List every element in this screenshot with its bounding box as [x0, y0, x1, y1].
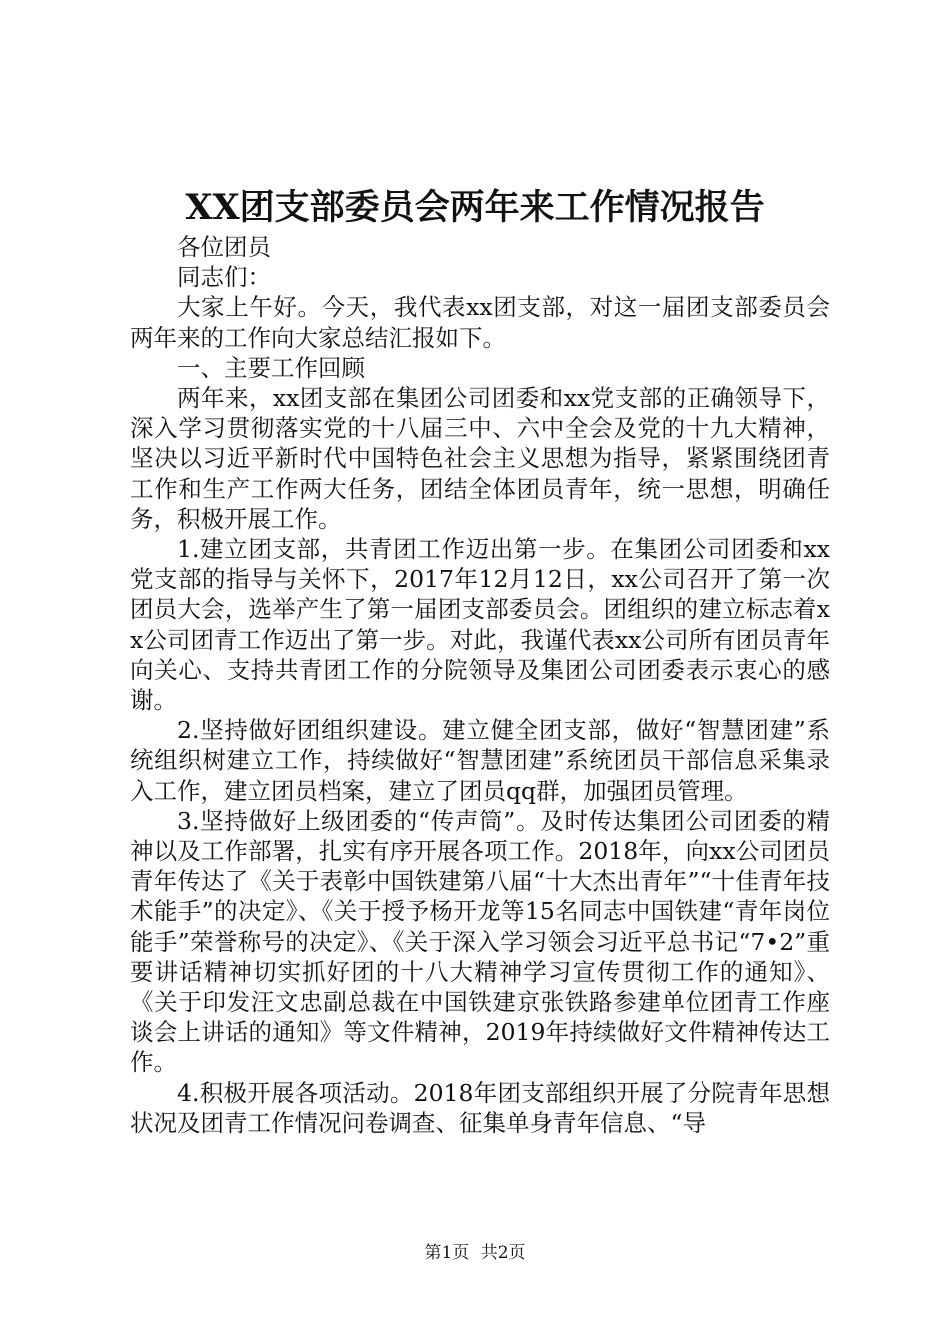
page-footer	[0, 1241, 950, 1265]
document-title: XX团支部委员会两年来工作情况报告	[185, 187, 765, 228]
paragraph-overview: 两年来，xx团支部在集团公司团委和xx党支部的正确领导下，深入学习贯彻落实党的十八届三中、六中全会及党的十九大精神，坚决以习近平新时代中国特色社会主义思想为指导，紧紧围绕团青工作和生产工作两大任务，团结全体团员青年，统一思想，明确任务，积极开展工作。	[130, 384, 830, 533]
paragraph-item-1: 1.建立团支部，共青团工作迈出第一步。在集团公司团委和xx党支部的指导与关怀下，2017年12月12日，xx公司召开了第一次团员大会，选举产生了第一届团支部委员会。团组织的建立标志着xx公司团青工作迈出了第一步。对此，我谨代表xx公司所有团员青年向关心、支持共青团工作的分院领导及集团公司团委表示衷心的感谢。	[130, 535, 830, 715]
paragraph-item-3: 3.坚持做好上级团委的“传声筒”。及时传达集团公司团委的精神以及工作部署，扎实有序开展各项工作。2018年，向xx公司团员青年传达了《关于表彰中国铁建第八届“十大杰出青年”“十佳青年技术能手”的决定》、《关于授予杨开龙等15名同志中国铁建“青年岗位能手”荣誉称号的决定》、《关于深入学习领会习近平总书记“7•2”重要讲话精神切实抓好团的十八大精神学习宣传贯彻工作的通知》、《关于印发汪文忠副总裁在中国铁建京张铁路参建单位团青工作座谈会上讲话的通知》等文件精神，2019年持续做好文件精神传达工作。	[130, 806, 830, 1077]
page-number-current: 第1页	[424, 1243, 470, 1263]
salutation-comrades: 同志们：	[177, 263, 271, 292]
paragraph-item-4: 4.积极开展各项活动。2018年团支部组织开展了分院青年思想状况及团青工作情况问卷调查、征集单身青年信息、“导	[130, 1078, 830, 1137]
salutation-members: 各位团员	[177, 233, 271, 261]
section-heading-review: 一、主要工作回顾	[177, 353, 365, 382]
paragraph-item-2: 2.坚持做好团组织建设。建立健全团支部，做好“智慧团建”系统组织树建立工作，持续做好“智慧团建”系统团员干部信息采集录入工作，建立团员档案，建立了团员qq群，加强团员管理。	[130, 716, 830, 805]
paragraph-opening: 大家上午好。今天，我代表xx团支部，对这一届团支部委员会两年来的工作向大家总结汇报如下。	[130, 293, 830, 352]
page-number-total: 共2页	[480, 1243, 526, 1263]
document-body	[130, 232, 830, 1138]
